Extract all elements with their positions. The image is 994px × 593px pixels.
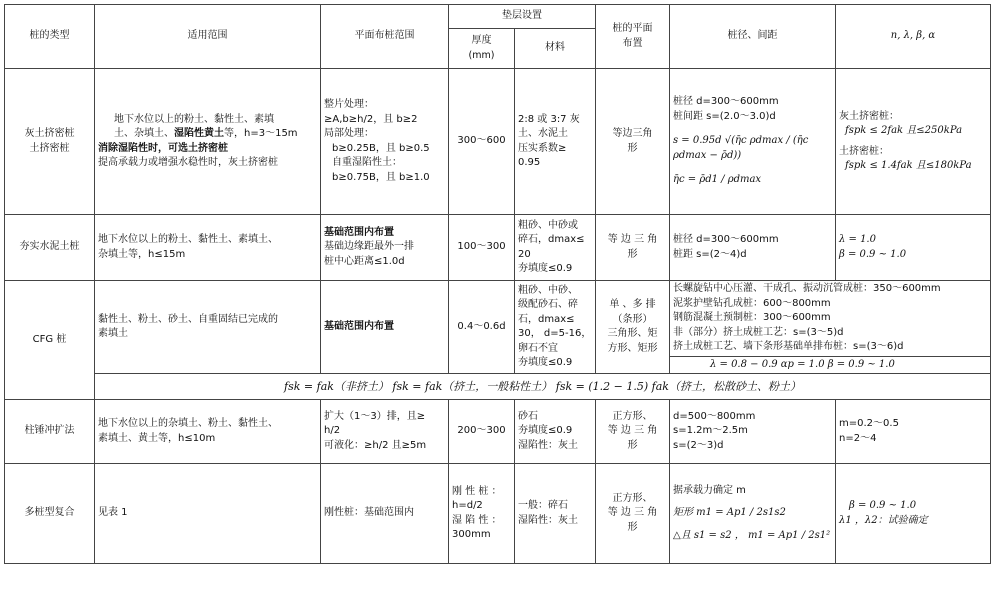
r2-layout: 基础范围内布置 基础边缘距最外一排 桩中心距离≤1.0d	[321, 215, 449, 281]
r5-dia: 据承载力确定 m 矩形 m1 = Ap1 / 2s1s2 △且 s1 = s2 ， m1 = Ap1 / 2s1²	[670, 464, 836, 564]
r3-layout: 基础范围内布置	[321, 281, 449, 374]
r5-type: 多桩型复合	[5, 464, 95, 564]
r3-thickness: 0.4～0.6d	[449, 281, 515, 374]
header-thickness: 厚度 (mm)	[449, 29, 515, 69]
r1-material: 2:8 或 3:7 灰 土、水泥土 压实系数≥ 0.95	[515, 69, 596, 215]
header-cushion: 垫层设置	[449, 5, 596, 29]
r2-material: 粗砂、中砂或 碎石，dmax≤ 20 夯填度≤0.9	[515, 215, 596, 281]
table-row	[5, 464, 991, 564]
header-material: 材料	[515, 29, 596, 69]
header-plan: 桩的平面 布置	[596, 5, 670, 69]
r1-dia: 桩径 d=300～600mm 桩间距 s=(2.0～3.0)d s = 0.95d √(η̄c ρdmax / (η̄c ρdmax − ρ̄d)) η̄c = ρ̄d1 / ρdmax	[670, 69, 836, 215]
r2-scope: 地下水位以上的粉土、黏性土、素填土、 杂填土等，h≤15m	[95, 215, 321, 281]
r3-dia: 长螺旋钻中心压灌、干成孔、振动沉管成桩：350～600mm 泥浆护壁钻孔成桩：600～800mm 钢筋混凝土预制桩：300～600mm 非（部分）挤土成桩工艺：s=(3～5)d 挤土成桩工艺、墙下条形基础单排布桩：s=(3～6)d λ = 0.8 − 0.9 αp = 1.0 β = 0.9 ~ 1.0	[670, 281, 991, 374]
foundation-table	[4, 4, 991, 564]
r1-thickness: 300～600	[449, 69, 515, 215]
r5-scope: 见表 1	[95, 464, 321, 564]
r1-scope: 地下水位以上的粉土、黏性土、素填 土、杂填土、湿陷性黄土等，h=3～15m 消除湿陷性时，可选土挤密桩 提高承载力或增强水稳性时，灰土挤密桩	[95, 69, 321, 215]
r2-thickness: 100～300	[449, 215, 515, 281]
r3-fsk: fsk = fak（非挤土） fsk = fak（挤土，一般粘性土） fsk = (1.2 − 1.5) fak（挤土，松散砂土、粉土）	[95, 374, 991, 400]
r4-material: 砂石 夯填度≤0.9 湿陷性：灰土	[515, 400, 596, 464]
table-row	[5, 374, 991, 400]
r1-params: 灰土挤密桩： fspk ≤ 2fak 且≤250kPa 土挤密桩： fspk ≤ 1.4fak 且≤180kPa	[836, 69, 991, 215]
r4-layout: 扩大（1～3）排，且≥ h/2 可液化：≥h/2 且≥5m	[321, 400, 449, 464]
table-row	[5, 69, 991, 215]
table-row	[5, 215, 991, 281]
r3-plan: 单 、多 排 （条形） 三角形、矩 方形、矩形	[596, 281, 670, 374]
r3-type: CFG 桩	[5, 281, 95, 400]
r5-material: 一般：碎石 湿陷性：灰土	[515, 464, 596, 564]
r1-layout: 整片处理： ≥A,b≥h/2，且 b≥2 局部处理： b≥0.25B，且 b≥0.5 自重湿陷性土： b≥0.75B，且 b≥1.0	[321, 69, 449, 215]
table-row	[5, 281, 991, 374]
header-type: 桩的类型	[5, 5, 95, 69]
r1-type: 灰土挤密桩 土挤密桩	[5, 69, 95, 215]
r5-thickness: 刚 性 桩 ： h=d/2 湿 陷 性 ： 300mm	[449, 464, 515, 564]
header-layout: 平面布桩范围	[321, 5, 449, 69]
r3-scope: 黏性土、粉土、砂土、自重固结已完成的 素填土	[95, 281, 321, 374]
r5-plan: 正方形、 等 边 三 角 形	[596, 464, 670, 564]
r1-plan: 等边三角 形	[596, 69, 670, 215]
r4-plan: 正方形、 等 边 三 角 形	[596, 400, 670, 464]
r2-plan: 等 边 三 角 形	[596, 215, 670, 281]
header-dia: 桩径、间距	[670, 5, 836, 69]
r2-type: 夯实水泥土桩	[5, 215, 95, 281]
r3-dia-eq: λ = 0.8 − 0.9 αp = 1.0 β = 0.9 ~ 1.0	[710, 358, 895, 370]
r4-params: m=0.2～0.5 n=2～4	[836, 400, 991, 464]
r3-material: 粗砂、中砂、 级配砂石、碎 石，dmax≤ 30， d=5-16， 卵石不宜 夯填度≤0.9	[515, 281, 596, 374]
r4-dia: d=500～800mm s=1.2m～2.5m s=(2～3)d	[670, 400, 836, 464]
r2-dia: 桩径 d=300～600mm 桩距 s=(2～4)d	[670, 215, 836, 281]
header-params: n, λ, β, α	[836, 5, 991, 69]
r2-params: λ = 1.0 β = 0.9 ~ 1.0	[836, 215, 991, 281]
r4-thickness: 200～300	[449, 400, 515, 464]
header-scope: 适用范围	[95, 5, 321, 69]
r4-type: 柱锤冲扩法	[5, 400, 95, 464]
r5-params: β = 0.9 ~ 1.0 λ1 ，λ2：试验确定	[836, 464, 991, 564]
table-row	[5, 400, 991, 464]
r4-scope: 地下水位以上的杂填土、粉土、黏性土、 素填土、黄土等，h≤10m	[95, 400, 321, 464]
r5-layout: 刚性桩：基础范围内	[321, 464, 449, 564]
